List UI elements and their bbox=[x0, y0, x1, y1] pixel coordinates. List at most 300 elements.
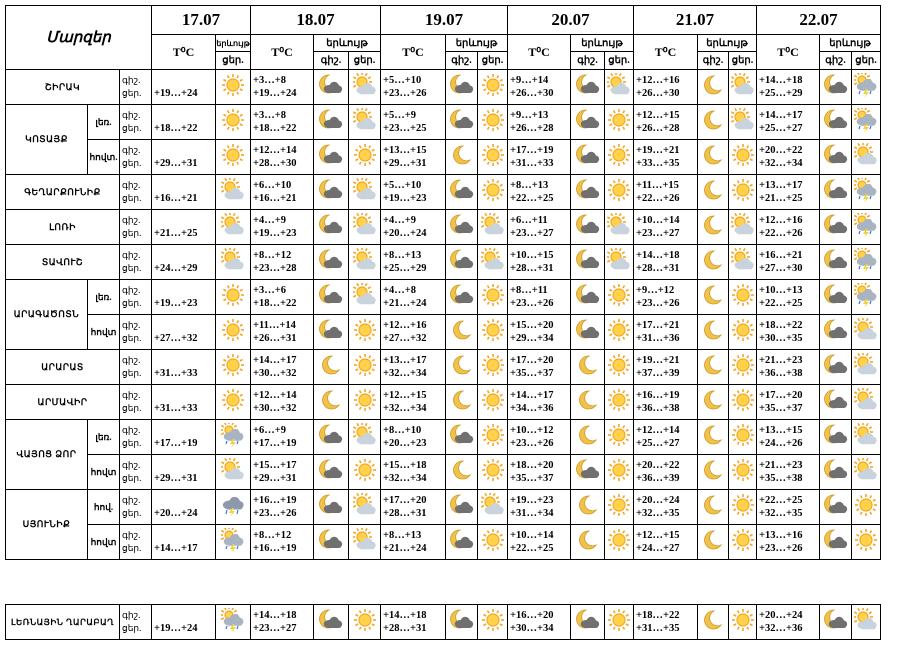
night-temp: +8…+13 bbox=[383, 250, 422, 261]
night-temp: +18…+22 bbox=[636, 610, 680, 621]
moon-icon bbox=[701, 493, 725, 517]
day-temp: +28…+31 bbox=[383, 508, 427, 519]
moon-icon bbox=[319, 353, 343, 377]
moon-cloud-icon bbox=[824, 318, 848, 342]
temperature-range bbox=[508, 350, 571, 385]
day-temp: +32…+35 bbox=[636, 508, 680, 519]
sun-icon bbox=[607, 608, 631, 632]
night-temp: +18…+22 bbox=[759, 320, 803, 331]
moon-cloud-icon bbox=[319, 143, 343, 167]
weather-icon-cell bbox=[698, 455, 729, 490]
weather-icon-cell bbox=[698, 70, 729, 105]
sun-icon bbox=[731, 528, 755, 552]
day-temp: +23…+26 bbox=[510, 438, 554, 449]
night-temp: +8…+12 bbox=[253, 250, 292, 261]
day-temp: +23…+28 bbox=[253, 263, 297, 274]
night-day-labels: գիշ. ցեր. bbox=[120, 315, 152, 350]
weather-icon-cell bbox=[571, 210, 605, 245]
weather-icon-cell bbox=[852, 175, 881, 210]
temperature-range bbox=[508, 210, 571, 245]
day-temp: +26…+30 bbox=[636, 88, 680, 99]
night-subheader: գիշ. bbox=[314, 52, 349, 70]
night-temp: +14…+18 bbox=[759, 75, 803, 86]
day-temp: +32…+34 bbox=[383, 368, 427, 379]
day-temp: +31…+36 bbox=[636, 333, 680, 344]
moon-icon bbox=[319, 388, 343, 412]
day-temp: +31…+34 bbox=[510, 508, 554, 519]
moon-icon bbox=[701, 73, 725, 97]
thunderstorm-icon bbox=[854, 248, 878, 272]
weather-icon-cell bbox=[478, 70, 508, 105]
weather-icon-cell bbox=[729, 385, 757, 420]
day-subheader: ցեր. bbox=[349, 52, 381, 70]
temperature-range bbox=[251, 490, 314, 525]
temperature-range bbox=[381, 280, 446, 315]
weather-icon-cell bbox=[571, 315, 605, 350]
night-temp: +3…+6 bbox=[253, 285, 286, 296]
sun-cloud-icon bbox=[607, 213, 631, 237]
night-temp: +17…+21 bbox=[636, 320, 680, 331]
sun-icon bbox=[481, 353, 505, 377]
weather-icon-cell bbox=[216, 490, 251, 525]
day-temp: +26…+28 bbox=[510, 123, 554, 134]
date-header: 20.07 bbox=[508, 6, 634, 35]
temperature-range bbox=[381, 420, 446, 455]
temperature-range bbox=[634, 280, 698, 315]
weather-icon-cell bbox=[349, 140, 381, 175]
night-temp: +16…+20 bbox=[510, 610, 554, 621]
weather-icon-cell bbox=[605, 455, 634, 490]
weather-icon-cell bbox=[446, 420, 478, 455]
temperature-range: +31…+33 bbox=[152, 350, 216, 385]
weather-icon-cell bbox=[729, 105, 757, 140]
weather-icon-cell bbox=[446, 455, 478, 490]
moon-icon bbox=[701, 283, 725, 307]
weather-icon-cell bbox=[349, 175, 381, 210]
temperature-range bbox=[251, 605, 314, 640]
night-day-labels: գիշ. ցեր. bbox=[120, 70, 152, 105]
moon-icon bbox=[450, 353, 474, 377]
weather-icon-cell bbox=[605, 210, 634, 245]
weather-icon-cell bbox=[349, 70, 381, 105]
day-temp: +22…+26 bbox=[636, 193, 680, 204]
weather-icon-cell bbox=[571, 175, 605, 210]
weather-icon-cell bbox=[478, 210, 508, 245]
day-temp: +23…+26 bbox=[383, 88, 427, 99]
weather-icon-cell bbox=[216, 210, 251, 245]
thunderstorm-icon bbox=[854, 213, 878, 237]
night-temp: +9…+14 bbox=[510, 75, 549, 86]
night-day-labels: գիշ. ցեր. bbox=[120, 385, 152, 420]
night-subheader: գիշ. bbox=[698, 52, 729, 70]
temperature-range bbox=[251, 140, 314, 175]
temperature-range bbox=[508, 105, 571, 140]
weather-icon-cell bbox=[571, 70, 605, 105]
day-temp: +29…+31 bbox=[383, 158, 427, 169]
moon-cloud-icon bbox=[450, 493, 474, 517]
region-row bbox=[6, 140, 881, 175]
temperature-range bbox=[381, 455, 446, 490]
weather-icon-cell bbox=[729, 605, 757, 640]
sun-icon bbox=[221, 388, 245, 412]
sun-icon bbox=[353, 353, 377, 377]
sun-cloud-icon bbox=[353, 108, 377, 132]
weather-icon-cell bbox=[729, 350, 757, 385]
sun-cloud-icon bbox=[353, 283, 377, 307]
temperature-range bbox=[634, 175, 698, 210]
moon-icon bbox=[450, 143, 474, 167]
day-temp: +26…+30 bbox=[510, 88, 554, 99]
moon-cloud-icon bbox=[576, 458, 600, 482]
weather-icon-cell bbox=[729, 245, 757, 280]
night-temp: +9…+13 bbox=[510, 110, 549, 121]
night-temp: +12…+16 bbox=[759, 215, 803, 226]
weather-icon-cell bbox=[478, 385, 508, 420]
weather-icon-cell bbox=[729, 315, 757, 350]
region-name: ԼԵՌՆԱՅԻՆ ՂԱՐԱԲԱՂ bbox=[6, 605, 120, 640]
weather-icon-cell bbox=[571, 350, 605, 385]
weather-icon-cell bbox=[478, 280, 508, 315]
day-temp: +32…+34 bbox=[383, 473, 427, 484]
night-temp: +13…+16 bbox=[759, 530, 803, 541]
temperature-range bbox=[634, 385, 698, 420]
weather-icon-cell bbox=[349, 315, 381, 350]
night-temp: +19…+21 bbox=[636, 145, 680, 156]
day-temp: +20…+24 bbox=[383, 228, 427, 239]
sun-icon bbox=[481, 423, 505, 447]
weather-icon-cell bbox=[216, 105, 251, 140]
sun-cloud-icon bbox=[481, 493, 505, 517]
weather-icon-cell bbox=[820, 525, 852, 560]
weather-icon-cell bbox=[698, 525, 729, 560]
day-temp: +18…+22 bbox=[253, 123, 297, 134]
weather-icon-cell bbox=[314, 455, 349, 490]
weather-icon-cell bbox=[216, 385, 251, 420]
weather-icon-cell bbox=[605, 385, 634, 420]
night-temp: +12…+16 bbox=[383, 320, 427, 331]
weather-icon-cell bbox=[698, 210, 729, 245]
day-temp: +16…+21 bbox=[253, 193, 297, 204]
sun-cloud-icon bbox=[221, 178, 245, 202]
weather-icon-cell bbox=[216, 455, 251, 490]
weather-icon-cell bbox=[478, 490, 508, 525]
temperature-range: +29…+31 bbox=[152, 140, 216, 175]
moon-icon bbox=[450, 458, 474, 482]
sun-icon bbox=[481, 318, 505, 342]
temp-header: T⁰C bbox=[634, 35, 698, 70]
day-temp: +36…+38 bbox=[759, 368, 803, 379]
temperature-range: +29…+31 bbox=[152, 455, 216, 490]
weather-icon-cell bbox=[698, 385, 729, 420]
moon-cloud-icon bbox=[450, 528, 474, 552]
night-day-labels: գիշ. ցեր. bbox=[120, 490, 152, 525]
region-row bbox=[6, 315, 881, 350]
temperature-range bbox=[508, 280, 571, 315]
moon-cloud-icon bbox=[576, 213, 600, 237]
night-temp: +13…+17 bbox=[759, 180, 803, 191]
subarea-label: լեռ. bbox=[88, 105, 120, 140]
sun-cloud-icon bbox=[731, 213, 755, 237]
sun-icon bbox=[731, 388, 755, 412]
day-temp: +22…+26 bbox=[759, 228, 803, 239]
temperature-range: +17…+19 bbox=[152, 420, 216, 455]
weather-icon-cell bbox=[605, 70, 634, 105]
night-temp: +17…+20 bbox=[759, 390, 803, 401]
moon-cloud-icon bbox=[450, 73, 474, 97]
weather-icon-cell bbox=[446, 210, 478, 245]
weather-icon-cell bbox=[446, 175, 478, 210]
temperature-range bbox=[381, 350, 446, 385]
temperature-range bbox=[251, 315, 314, 350]
moon-cloud-icon bbox=[450, 283, 474, 307]
day-subheader: ցեր. bbox=[478, 52, 508, 70]
temperature-range bbox=[634, 245, 698, 280]
temperature-range bbox=[634, 605, 698, 640]
night-temp: +5…+10 bbox=[383, 75, 422, 86]
temperature-range bbox=[251, 105, 314, 140]
subarea-label: հովտ bbox=[88, 315, 120, 350]
weather-icon-cell bbox=[571, 605, 605, 640]
moon-cloud-icon bbox=[824, 528, 848, 552]
weather-icon-cell bbox=[729, 210, 757, 245]
weather-icon-cell bbox=[349, 490, 381, 525]
weather-icon-cell bbox=[820, 245, 852, 280]
region-row bbox=[6, 525, 881, 560]
weather-icon-cell bbox=[605, 605, 634, 640]
day-temp: +23…+27 bbox=[510, 228, 554, 239]
moon-cloud-icon bbox=[824, 73, 848, 97]
night-temp: +14…+17 bbox=[253, 355, 297, 366]
sun-cloud-icon bbox=[353, 423, 377, 447]
temperature-range bbox=[634, 525, 698, 560]
night-temp: +16…+19 bbox=[253, 495, 297, 506]
moon-icon bbox=[576, 353, 600, 377]
region-name: ՇԻՐԱԿ bbox=[6, 70, 120, 105]
sun-icon bbox=[481, 388, 505, 412]
region-name: ԼՈՌԻ bbox=[6, 210, 120, 245]
day-temp: +30…+32 bbox=[253, 403, 297, 414]
temperature-range bbox=[508, 420, 571, 455]
day-temp: +23…+26 bbox=[253, 508, 297, 519]
weather-icon-cell bbox=[852, 350, 881, 385]
moon-cloud-icon bbox=[319, 608, 343, 632]
sun-icon bbox=[221, 283, 245, 307]
date-header: 18.07 bbox=[251, 6, 381, 35]
temperature-range: +19…+24 bbox=[152, 70, 216, 105]
weather-header: երևույթ bbox=[820, 35, 881, 52]
night-temp: +9…+12 bbox=[636, 285, 675, 296]
subarea-label: հովտ. bbox=[88, 140, 120, 175]
moon-cloud-icon bbox=[576, 108, 600, 132]
weather-icon-cell bbox=[698, 175, 729, 210]
weather-icon-cell bbox=[349, 245, 381, 280]
temperature-range: +21…+25 bbox=[152, 210, 216, 245]
temperature-range bbox=[757, 315, 820, 350]
sun-icon bbox=[731, 318, 755, 342]
sun-icon bbox=[607, 143, 631, 167]
weather-icon-cell bbox=[571, 280, 605, 315]
weather-icon-cell bbox=[216, 315, 251, 350]
moon-cloud-icon bbox=[450, 423, 474, 447]
temperature-range bbox=[381, 525, 446, 560]
day-temp: +27…+30 bbox=[759, 263, 803, 274]
sun-icon bbox=[731, 608, 755, 632]
moon-cloud-icon bbox=[824, 353, 848, 377]
sun-icon bbox=[481, 178, 505, 202]
sun-cloud-icon bbox=[353, 493, 377, 517]
night-temp: +19…+21 bbox=[636, 355, 680, 366]
sun-icon bbox=[221, 143, 245, 167]
moon-icon bbox=[701, 143, 725, 167]
region-name: ՍՅՈՒՆԻՔ bbox=[6, 490, 88, 560]
day-subheader: ցեր. bbox=[605, 52, 634, 70]
night-subheader: գիշ. bbox=[571, 52, 605, 70]
temperature-range bbox=[634, 420, 698, 455]
night-temp: +14…+18 bbox=[383, 610, 427, 621]
weather-icon-cell bbox=[820, 420, 852, 455]
weather-icon-cell bbox=[698, 245, 729, 280]
weather-icon-cell bbox=[571, 420, 605, 455]
night-temp: +10…+12 bbox=[510, 425, 554, 436]
subarea-label: հով. bbox=[88, 490, 120, 525]
weather-icon-cell bbox=[216, 605, 251, 640]
weather-icon-cell bbox=[852, 315, 881, 350]
temperature-range bbox=[251, 420, 314, 455]
temperature-range bbox=[381, 175, 446, 210]
temperature-range bbox=[757, 210, 820, 245]
moon-icon bbox=[701, 178, 725, 202]
moon-cloud-icon bbox=[450, 178, 474, 202]
temperature-range bbox=[381, 210, 446, 245]
temperature-range bbox=[634, 490, 698, 525]
night-temp: +12…+14 bbox=[636, 425, 680, 436]
temperature-range bbox=[757, 280, 820, 315]
night-day-labels: գիշ. ցեր. bbox=[120, 175, 152, 210]
weather-icon-cell bbox=[216, 420, 251, 455]
temperature-range bbox=[757, 420, 820, 455]
weather-icon-cell bbox=[820, 605, 852, 640]
night-temp: +13…+15 bbox=[383, 145, 427, 156]
temperature-range bbox=[251, 245, 314, 280]
day-temp: +25…+29 bbox=[383, 263, 427, 274]
weather-icon-cell bbox=[314, 70, 349, 105]
night-day-labels: գիշ. ցեր. bbox=[120, 525, 152, 560]
temperature-range bbox=[381, 140, 446, 175]
moon-cloud-icon bbox=[450, 608, 474, 632]
temperature-range: +27…+32 bbox=[152, 315, 216, 350]
weather-header: երևույթ bbox=[571, 35, 634, 52]
weather-icon-cell bbox=[446, 280, 478, 315]
region-name: ՏԱՎՈՒՇ bbox=[6, 245, 120, 280]
night-day-labels: գիշ. ցեր. bbox=[120, 605, 152, 640]
night-subheader: գիշ. bbox=[446, 52, 478, 70]
day-temp: +24…+27 bbox=[636, 543, 680, 554]
day-temp: +35…+37 bbox=[510, 368, 554, 379]
moon-cloud-icon bbox=[824, 458, 848, 482]
sun-icon bbox=[607, 458, 631, 482]
temperature-range bbox=[757, 490, 820, 525]
day-temp: +19…+23 bbox=[253, 228, 297, 239]
weather-icon-cell bbox=[820, 350, 852, 385]
weather-icon-cell bbox=[852, 280, 881, 315]
moon-icon bbox=[576, 528, 600, 552]
weather-header: երևույթ bbox=[216, 35, 251, 52]
night-temp: +8…+11 bbox=[510, 285, 548, 296]
region-name: ԿՈՏԱՅՔ bbox=[6, 105, 88, 175]
night-temp: +10…+13 bbox=[759, 285, 803, 296]
moon-cloud-icon bbox=[824, 213, 848, 237]
night-temp: +17…+20 bbox=[510, 355, 554, 366]
weather-icon-cell bbox=[605, 350, 634, 385]
moon-cloud-icon bbox=[576, 248, 600, 272]
day-temp: +23…+26 bbox=[636, 298, 680, 309]
weather-icon-cell bbox=[820, 175, 852, 210]
temperature-range bbox=[251, 70, 314, 105]
region-name: ԱՐԱԳԱԾՈՏՆ bbox=[6, 280, 88, 350]
night-temp: +12…+15 bbox=[636, 110, 680, 121]
weather-icon-cell bbox=[349, 210, 381, 245]
weather-icon-cell bbox=[349, 420, 381, 455]
day-temp: +22…+25 bbox=[510, 193, 554, 204]
weather-icon-cell bbox=[698, 420, 729, 455]
temperature-range bbox=[757, 245, 820, 280]
moon-cloud-icon bbox=[450, 213, 474, 237]
weather-icon-cell bbox=[216, 525, 251, 560]
day-subheader: ցեր. bbox=[852, 52, 881, 70]
sun-cloud-icon bbox=[221, 458, 245, 482]
moon-cloud-icon bbox=[319, 493, 343, 517]
day-temp: +23…+26 bbox=[759, 543, 803, 554]
sun-icon bbox=[607, 493, 631, 517]
weather-icon-cell bbox=[852, 420, 881, 455]
temperature-range bbox=[757, 350, 820, 385]
night-temp: +15…+18 bbox=[383, 460, 427, 471]
night-temp: +5…+9 bbox=[383, 110, 416, 121]
date-header: 21.07 bbox=[634, 6, 757, 35]
day-temp: +32…+34 bbox=[383, 403, 427, 414]
sun-icon bbox=[607, 178, 631, 202]
night-temp: +12…+15 bbox=[383, 390, 427, 401]
temperature-range: +19…+24 bbox=[152, 605, 216, 640]
temperature-range bbox=[508, 245, 571, 280]
weather-icon-cell bbox=[852, 605, 881, 640]
weather-icon-cell bbox=[852, 385, 881, 420]
weather-icon-cell bbox=[698, 315, 729, 350]
weather-icon-cell bbox=[852, 140, 881, 175]
moon-cloud-icon bbox=[576, 73, 600, 97]
night-subheader: գիշ. bbox=[820, 52, 852, 70]
weather-icon-cell bbox=[314, 315, 349, 350]
regions-header: Մարզեր bbox=[6, 6, 152, 70]
weather-icon-cell bbox=[571, 490, 605, 525]
sun-icon bbox=[221, 318, 245, 342]
night-temp: +13…+17 bbox=[383, 355, 427, 366]
day-temp: +32…+34 bbox=[759, 158, 803, 169]
weather-icon-cell bbox=[446, 525, 478, 560]
day-temp: +23…+26 bbox=[510, 298, 554, 309]
night-day-labels: գիշ. ցեր. bbox=[120, 140, 152, 175]
sun-cloud-icon bbox=[854, 318, 878, 342]
day-temp: +37…+39 bbox=[636, 368, 680, 379]
temperature-range bbox=[757, 455, 820, 490]
sun-cloud-icon bbox=[854, 353, 878, 377]
night-temp: +20…+24 bbox=[636, 495, 680, 506]
weather-icon-cell bbox=[314, 105, 349, 140]
night-temp: +11…+15 bbox=[636, 180, 679, 191]
weather-header: երևույթ bbox=[446, 35, 508, 52]
sun-icon bbox=[607, 528, 631, 552]
moon-cloud-icon bbox=[576, 143, 600, 167]
